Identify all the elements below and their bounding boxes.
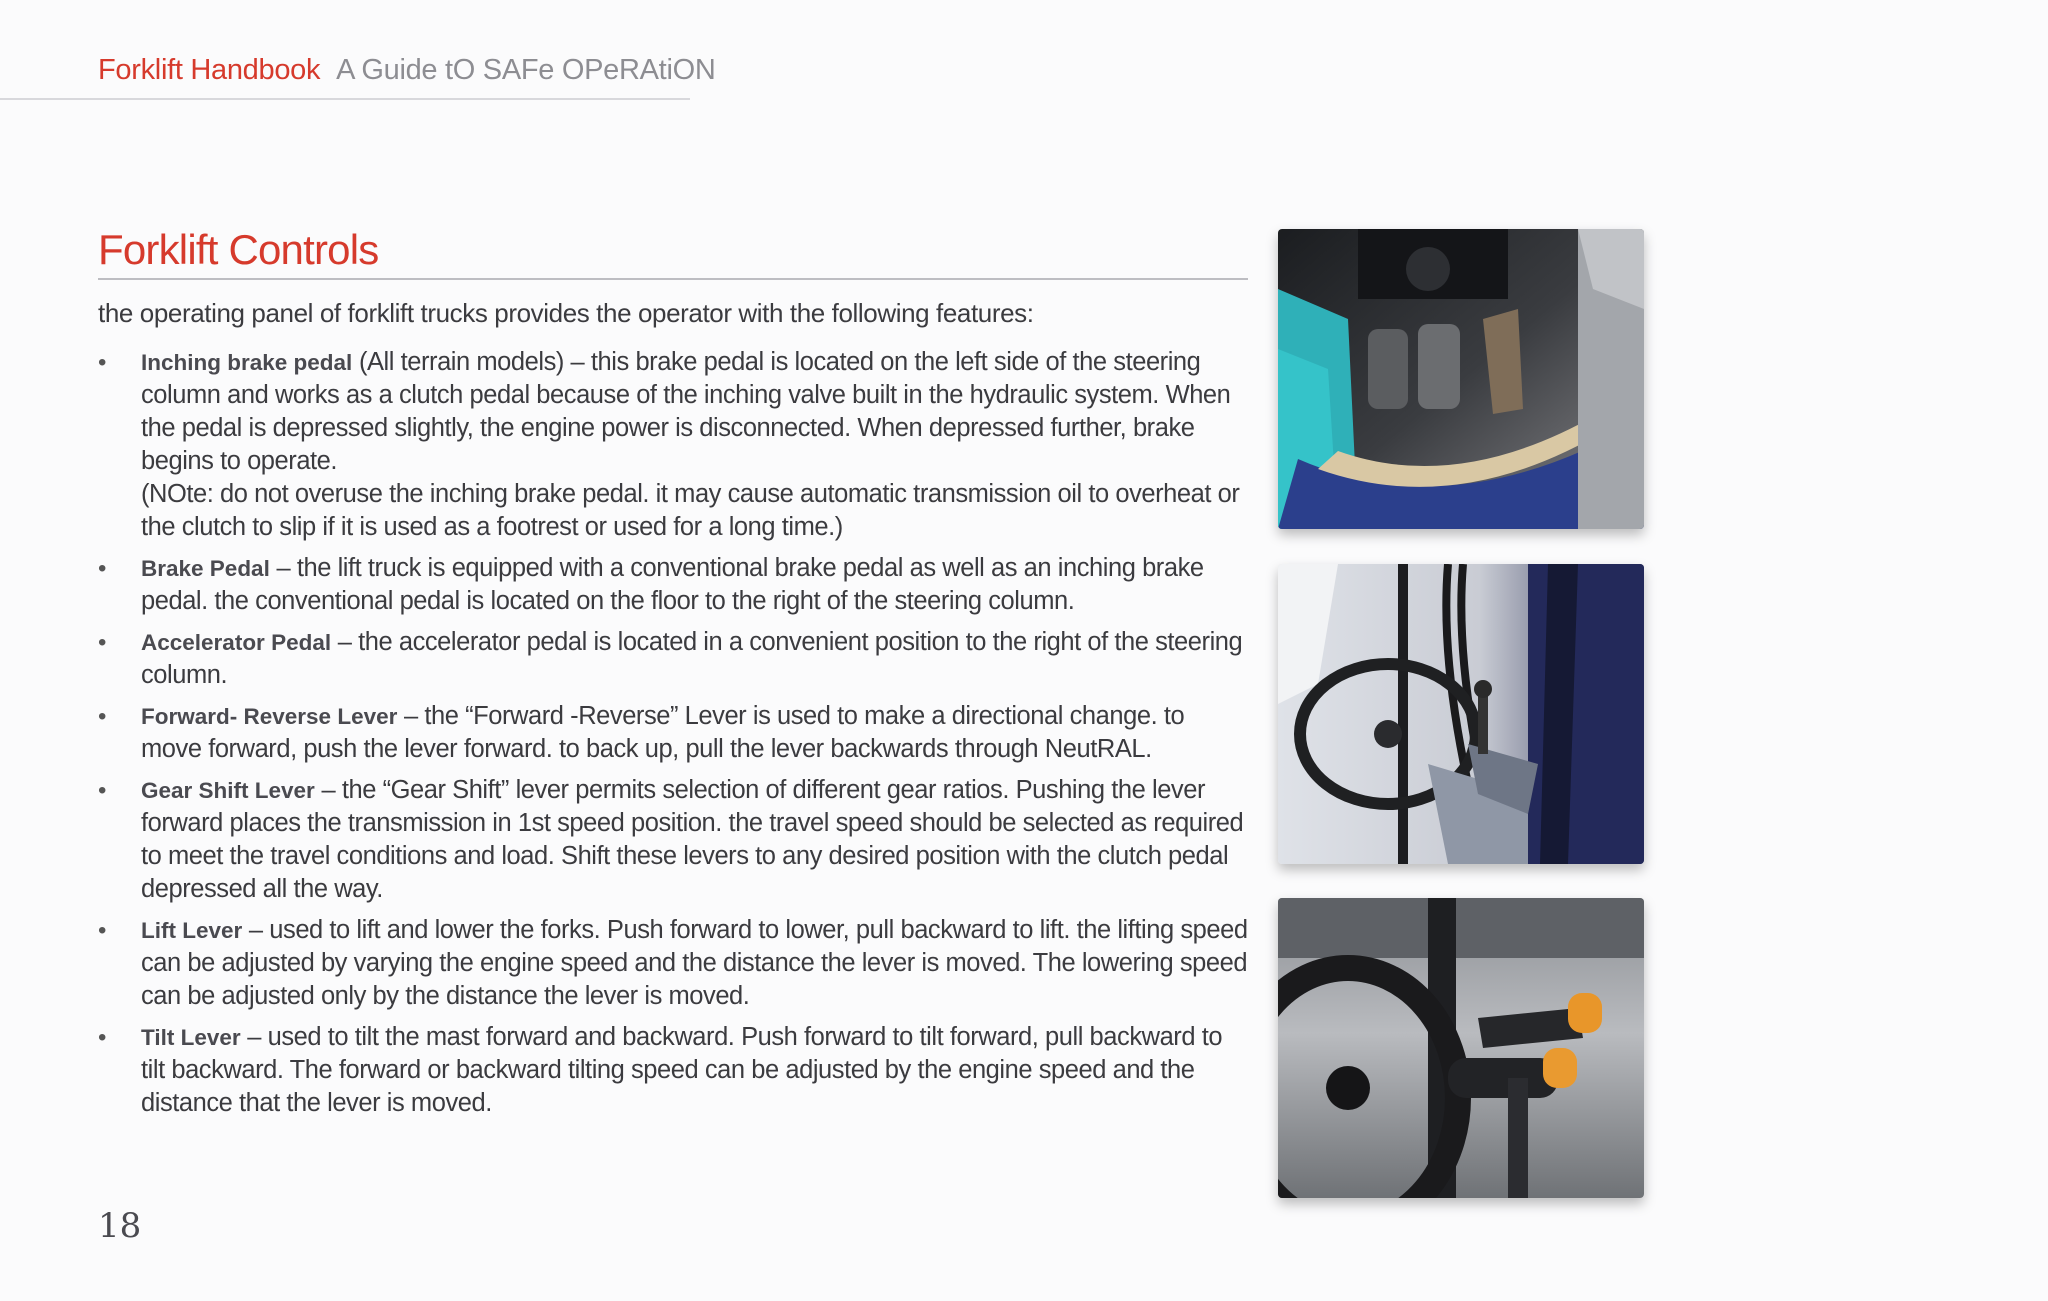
feature-description: – the “Gear Shift” lever permits selection of different gear ratios. Pushing the lever forward places the transmission in 1st speed position. the travel speed should be selected as required to meet the travel conditions and load. Shift these levers to any desired position with the clutch pedal depressed all the way.: [141, 776, 1244, 903]
feature-description: – the “Forward -Reverse” Lever is used to make a directional change. to move forward, push the lever forward. to back up, pull the lever backwards through NeutRAL.: [141, 702, 1185, 763]
feature-description: (All terrain models) – this brake pedal is located on the left side of the steering column and works as a clutch pedal because of the inching valve built in the hydraulic system. When the pedal is depressed slightly, the engine power is disconnected. When depressed further, brake begins to operate.: [141, 348, 1231, 475]
steering-column-photo: [1278, 564, 1644, 864]
bullet-icon: •: [98, 703, 106, 730]
intro-paragraph: the operating panel of forklift trucks provides the operator with the following features:: [98, 298, 1034, 328]
feature-item: [98, 552, 1248, 618]
feature-item: [98, 774, 1248, 906]
bullet-icon: •: [98, 1024, 106, 1051]
pedals-photo: [1278, 229, 1644, 529]
bullet-icon: •: [98, 555, 106, 582]
feature-term: Lift Lever: [141, 918, 243, 943]
title-divider: [98, 278, 1248, 280]
page-number: 18: [98, 1206, 142, 1246]
feature-term: Forward- Reverse Lever: [141, 704, 398, 729]
feature-note: (NOte: do not overuse the inching brake pedal. it may cause automatic transmission oil to overheat or the clutch to slip if it is used as a footrest or used for a long time.): [141, 480, 1240, 541]
feature-term: Brake Pedal: [141, 556, 270, 581]
bullet-icon: •: [98, 777, 106, 804]
feature-item: [98, 626, 1248, 692]
header-divider: [0, 98, 690, 100]
feature-item: [98, 700, 1248, 766]
feature-description: – used to lift and lower the forks. Push forward to lower, pull backward to lift. the lifting speed can be adjusted by varying the engine speed and the distance the lever is moved. The lowering speed can be adjusted only by the distance the lever is moved.: [141, 916, 1248, 1010]
bullet-icon: •: [98, 349, 106, 376]
bullet-icon: •: [98, 917, 106, 944]
feature-term: Inching brake pedal: [141, 350, 353, 375]
feature-description: – the lift truck is equipped with a conventional brake pedal as well as an inching brake pedal. the conventional pedal is located on the floor to the right of the steering column.: [141, 554, 1204, 615]
feature-description: – the accelerator pedal is located in a convenient position to the right of the steering column.: [141, 628, 1243, 689]
running-header: [98, 54, 716, 87]
feature-term: Accelerator Pedal: [141, 630, 332, 655]
handbook-title: Forklift Handbook: [98, 54, 321, 86]
feature-item: [98, 914, 1248, 1013]
feature-term: Gear Shift Lever: [141, 778, 315, 803]
bullet-icon: •: [98, 629, 106, 656]
feature-item: [98, 346, 1248, 544]
control-levers-photo: [1278, 898, 1644, 1198]
feature-list: [98, 346, 1248, 1128]
feature-term: Tilt Lever: [141, 1025, 241, 1050]
feature-description: – used to tilt the mast forward and backward. Push forward to tilt forward, pull backward to tilt backward. The forward or backward tilting speed can be adjusted by the engine speed and the distance that the lever is moved.: [141, 1023, 1223, 1117]
feature-item: [98, 1021, 1248, 1120]
section-title: Forklift Controls: [98, 226, 379, 273]
handbook-tagline: A Guide tO SAFe OPeRAtiON: [336, 54, 716, 86]
